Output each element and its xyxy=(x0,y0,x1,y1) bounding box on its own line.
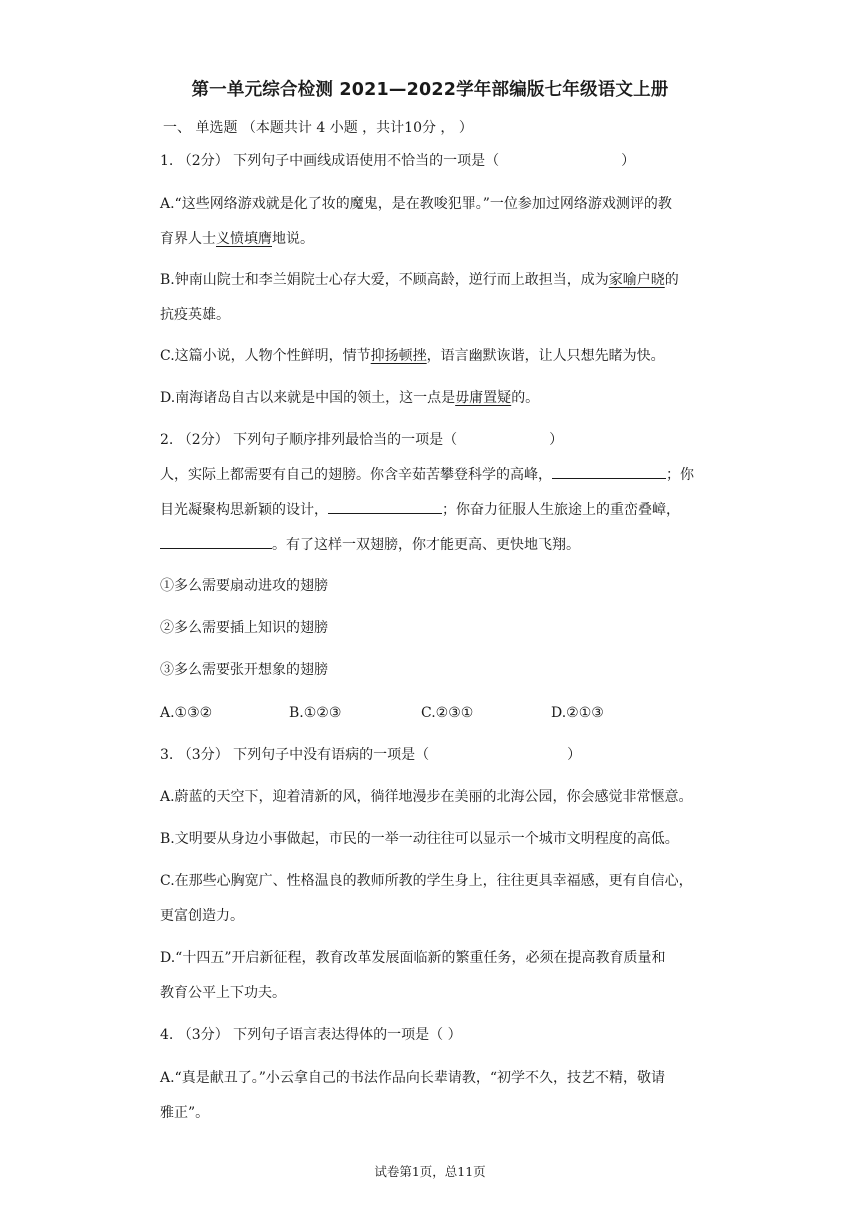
q2-option-c: C.②③① xyxy=(421,705,474,721)
question-3-paren-close: ） xyxy=(567,747,582,763)
question-2-paren-close: ） xyxy=(549,432,564,448)
q1-option-d xyxy=(160,388,539,408)
q2-passage-text-3: 。有了这样一双翅膀，你才能更高、更快地飞翔。 xyxy=(272,537,580,553)
q3-option-c-line2: 更富创造力。 xyxy=(160,908,244,924)
q2-passage-line3 xyxy=(160,534,580,555)
q1-d-text-end: 的。 xyxy=(511,390,540,406)
q2-sentence-2: ②多么需要插上知识的翅膀 xyxy=(160,620,328,636)
q2-passage-text: 人，实际上都需要有自己的翅膀。你含辛茹苦攀登科学的高峰， xyxy=(160,467,552,483)
q1-a-text: 育界人士 xyxy=(160,231,216,247)
page-title: 第一单元综合检测 2021—2022学年部编版七年级语文上册 xyxy=(191,80,669,100)
q1-c-text-end: ，语言幽默诙谐，让人只想先睹为快。 xyxy=(426,348,665,364)
question-3-stem xyxy=(160,745,581,765)
answer-blank-1[interactable] xyxy=(552,464,666,479)
question-2-text: 2. （2分） 下列句子顺序排列最恰当的一项是（ xyxy=(160,432,458,448)
q3-option-b: B.文明要从身边小事做起，市民的一举一动往往可以显示一个城市文明程度的高低。 xyxy=(160,831,679,847)
question-3-text: 3. （3分） 下列句子中没有语病的一项是（ xyxy=(160,747,430,763)
q1-d-text: D.南海诸岛自古以来就是中国的领土，这一点是 xyxy=(160,390,456,406)
q2-sentence-3: ③多么需要张开想象的翅膀 xyxy=(160,662,328,678)
q1-option-a-line2 xyxy=(160,229,314,249)
q1-option-b-line2: 抗疫英雄。 xyxy=(160,307,230,323)
q4-option-a-line2: 雅正”。 xyxy=(160,1105,210,1121)
question-1-paren-close: ） xyxy=(621,153,636,169)
page-footer: 试卷第1页，总11页 xyxy=(374,1164,486,1179)
q1-a-idiom: 义愤填膺 xyxy=(216,231,272,247)
q2-option-a: A.①③② xyxy=(160,705,213,721)
question-1-stem xyxy=(160,151,635,171)
q3-option-c-line1: C.在那些心胸宽广、性格温良的教师所教的学生身上，往往更具幸福感，更有自信心， xyxy=(160,873,693,889)
q2-option-d: D.②①③ xyxy=(551,705,604,721)
q1-c-text: C.这篇小说，人物个性鲜明，情节 xyxy=(160,348,371,364)
section-header: 一、 单选题 （本题共计 4 小题 ，共计10分 ， ） xyxy=(163,120,473,136)
q2-passage-text-2-end: ；你奋力征服人生旅途上的重峦叠嶂， xyxy=(442,502,680,518)
q2-option-b: B.①②③ xyxy=(289,705,342,721)
q1-b-text: B.钟南山院士和李兰娟院士心存大爱，不顾高龄，逆行而上敢担当，成为 xyxy=(160,272,609,288)
q1-b-idiom: 家喻户晓 xyxy=(608,272,665,288)
q1-option-a-line1: A.“这些网络游戏就是化了妆的魔鬼，是在教唆犯罪。”一位参加过网络游戏测评的教 xyxy=(160,196,672,212)
q2-options xyxy=(160,703,604,723)
q4-option-a-line1: A.“真是献丑了。”小云拿自己的书法作品向长辈请教，“初学不久，技艺不精，敬请 xyxy=(160,1070,666,1086)
q2-passage-text-end: ；你 xyxy=(666,467,694,483)
q2-passage-line1 xyxy=(160,464,694,485)
q3-option-d-line2: 教育公平上下功夫。 xyxy=(160,985,286,1001)
question-1-text: 1. （2分） 下列句子中画线成语使用不恰当的一项是（ xyxy=(160,153,500,169)
question-2-stem xyxy=(160,430,563,450)
q2-sentence-1: ①多么需要扇动进攻的翅膀 xyxy=(160,578,328,594)
q1-option-b-line1 xyxy=(160,270,679,290)
answer-blank-3[interactable] xyxy=(160,534,272,549)
q1-c-idiom: 抑扬顿挫 xyxy=(370,348,427,364)
question-4-stem: 4. （3分） 下列句子语言表达得体的一项是（ ） xyxy=(160,1027,462,1043)
q3-option-d-line1: D.“十四五”开启新征程，教育改革发展面临新的繁重任务，必须在提高教育质量和 xyxy=(160,950,666,966)
q1-d-idiom: 毋庸置疑 xyxy=(455,390,512,406)
q1-a-text-end: 地说。 xyxy=(272,231,314,247)
q2-passage-text-2: 目光凝聚构思新颖的设计， xyxy=(160,502,328,518)
q3-option-a: A.蔚蓝的天空下，迎着清新的风，徜徉地漫步在美丽的北海公园，你会感觉非常惬意。 xyxy=(160,789,693,805)
answer-blank-2[interactable] xyxy=(328,499,442,514)
q2-passage-line2 xyxy=(160,499,680,520)
q1-option-c xyxy=(160,346,665,366)
q1-b-text-end: 的 xyxy=(664,272,679,288)
